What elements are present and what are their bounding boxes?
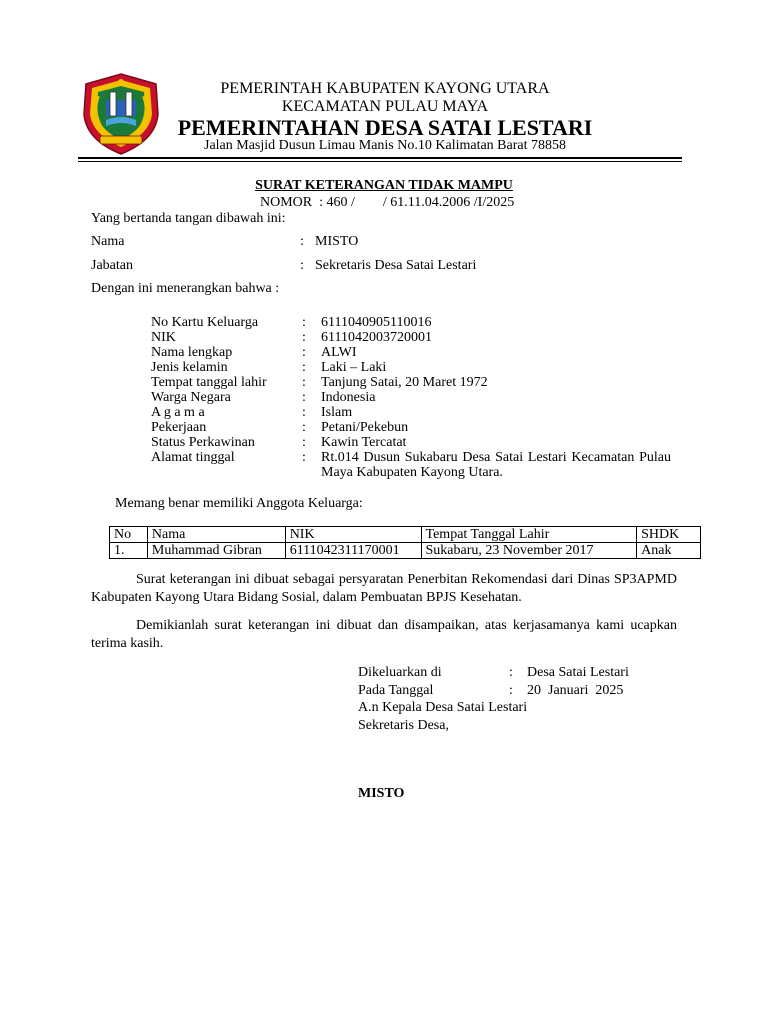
date-label: Pada Tanggal (358, 683, 434, 698)
column-header: SHDK (637, 527, 701, 543)
table-cell: 6111042311170001 (285, 543, 421, 559)
detail-label: Alamat tinggal (151, 450, 235, 465)
signer-label: Nama (91, 234, 125, 249)
government-name: PEMERINTAH KABUPATEN KAYONG UTARA (220, 80, 550, 97)
separator: : (300, 234, 304, 249)
village-government-name: PEMERINTAHAN DESA SATAI LESTARI (177, 115, 593, 140)
separator: : (302, 315, 306, 330)
signer-value: Sekretaris Desa Satai Lestari (315, 258, 477, 273)
detail-label: Jenis kelamin (151, 360, 228, 375)
closing-paragraph: Demikianlah surat keterangan ini dibuat dan disampaikan, atas kerjasamanya kami ucapkan terima kasih. (91, 618, 677, 651)
table-header-row (110, 527, 701, 543)
regency-emblem-icon (78, 70, 164, 156)
signer-position: Sekretaris Desa, (358, 718, 449, 733)
declare-text: Dengan ini menerangkan bahwa : (91, 281, 280, 296)
family-members-table (109, 526, 701, 559)
detail-label: No Kartu Keluarga (151, 315, 259, 330)
column-header: Tempat Tanggal Lahir (421, 527, 637, 543)
letter-number: NOMOR : 460 / / 61.11.04.2006 /I/2025 (260, 195, 515, 210)
letter-title: SURAT KETERANGAN TIDAK MAMPU (255, 178, 513, 193)
detail-label: Warga Negara (151, 390, 231, 405)
office-address: Jalan Masjid Dusun Limau Manis No.10 Kalimatan Barat 78858 (204, 138, 566, 153)
separator: : (302, 345, 306, 360)
separator: : (302, 360, 306, 375)
column-header: NIK (285, 527, 421, 543)
purpose-paragraph: Surat keterangan ini dibuat sebagai persyaratan Penerbitan Rekomendasi dari Dinas SP3APMD Kabupaten Kayong Utara Bidang Sosial, dalam Pembuatan BPJS Kesehatan. (91, 572, 677, 605)
issued-label: Dikeluarkan di (358, 665, 442, 680)
detail-value: Laki – Laki (321, 360, 387, 375)
separator: : (509, 683, 513, 698)
table-row (110, 543, 701, 559)
separator: : (302, 375, 306, 390)
detail-value: ALWI (321, 345, 357, 360)
separator: : (509, 665, 513, 680)
column-header: No (110, 527, 148, 543)
issued-value: Desa Satai Lestari (527, 665, 629, 680)
district-name: KECAMATAN PULAU MAYA (281, 98, 489, 115)
separator: : (300, 258, 304, 273)
signer-label: Jabatan (91, 258, 133, 273)
separator: : (302, 330, 306, 345)
detail-value: Kawin Tercatat (321, 435, 407, 450)
table-cell: Muhammad Gibran (147, 543, 285, 559)
separator: : (302, 435, 306, 450)
detail-value: 6111042003720001 (321, 330, 432, 345)
table-cell: 1. (110, 543, 148, 559)
table-cell: Sukabaru, 23 November 2017 (421, 543, 637, 559)
separator: : (302, 405, 306, 420)
signer-name: MISTO (358, 786, 405, 801)
family-intro: Memang benar memiliki Anggota Keluarga: (115, 496, 363, 511)
detail-value: 6111040905110016 (321, 315, 432, 330)
detail-label: NIK (151, 330, 176, 345)
letterhead-divider (78, 157, 682, 159)
column-header: Nama (147, 527, 285, 543)
detail-value: Petani/Pekebun (321, 420, 409, 435)
separator: : (302, 390, 306, 405)
separator: : (302, 420, 306, 435)
detail-value: Islam (321, 405, 353, 420)
signer-value: MISTO (315, 234, 359, 249)
table-cell: Anak (637, 543, 701, 559)
detail-label: Tempat tanggal lahir (151, 375, 267, 390)
intro-text: Yang bertanda tangan dibawah ini: (91, 211, 286, 226)
detail-value: Indonesia (321, 390, 376, 405)
date-value: 20 Januari 2025 (527, 683, 624, 698)
detail-value: Tanjung Satai, 20 Maret 1972 (321, 375, 488, 390)
detail-label: A g a m a (151, 405, 205, 420)
letterhead-divider-thin (78, 161, 682, 162)
detail-label: Pekerjaan (151, 420, 207, 435)
detail-label: Status Perkawinan (151, 435, 255, 450)
separator: : (302, 450, 306, 465)
on-behalf-text: A.n Kepala Desa Satai Lestari (358, 700, 528, 715)
detail-value-address: Rt.014 Dusun Sukabaru Desa Satai Lestari Kecamatan Pulau Maya Kabupaten Kayong Utara. (321, 450, 671, 480)
detail-label: Nama lengkap (151, 345, 233, 360)
